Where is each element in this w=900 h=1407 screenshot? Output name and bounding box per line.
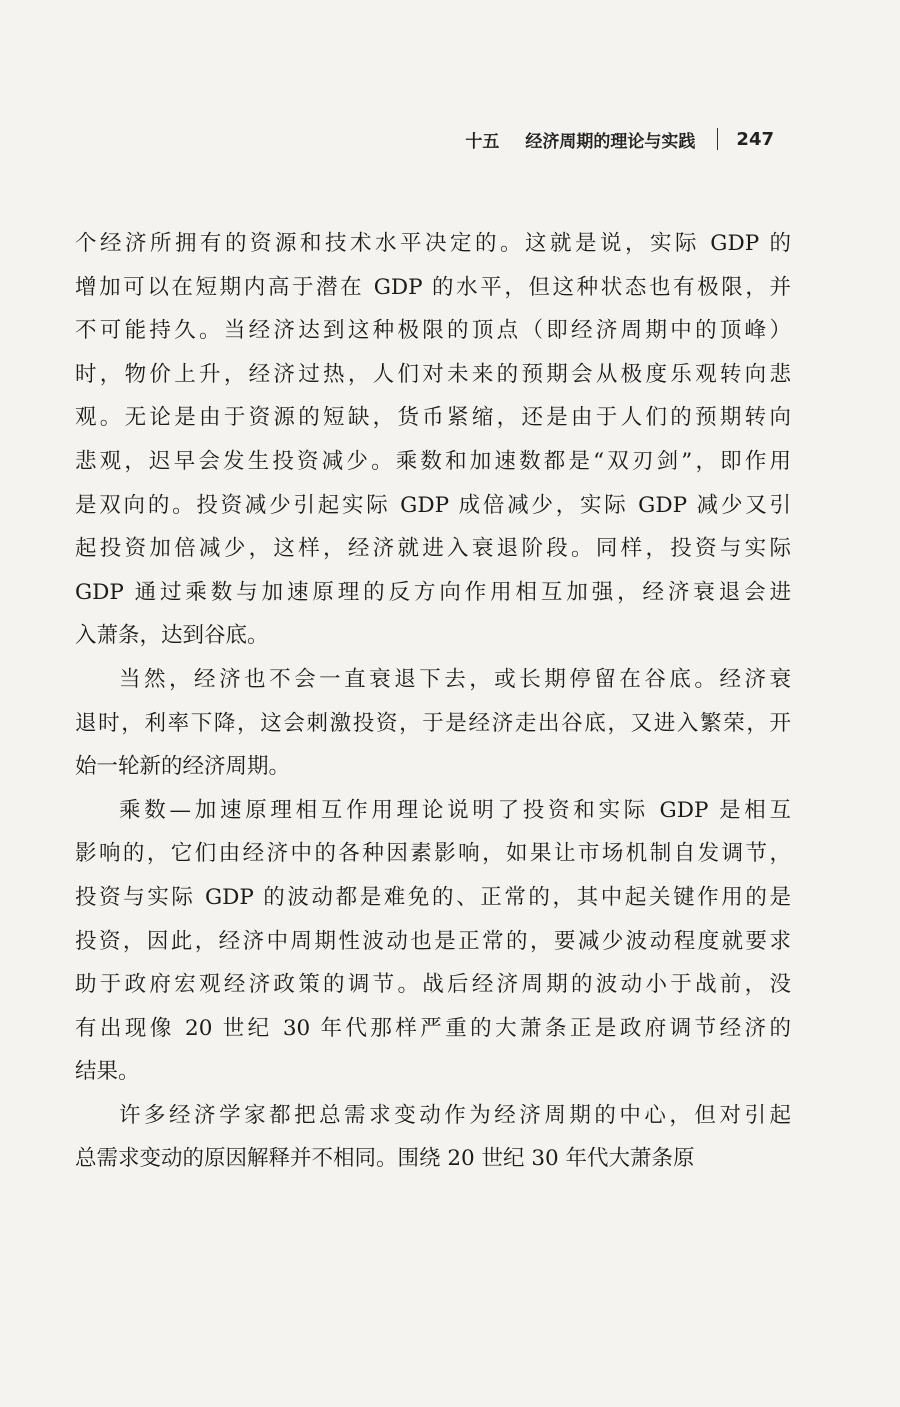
text-line: 时，物价上升，经济过热，人们对未来的预期会从极度乐观转向悲 [75, 361, 791, 387]
text-line: 是双向的。投资减少引起实际 GDP 成倍减少，实际 GDP 减少又引 [75, 492, 791, 518]
text-line: 有出现像 20 世纪 30 年代那样严重的大萧条正是政府调节经济的 [75, 1015, 791, 1041]
text-line: 乘数—加速原理相互作用理论说明了投资和实际 GDP 是相互 [119, 797, 791, 823]
text-line: GDP 通过乘数与加速原理的反方向作用相互加强，经济衰退会进 [75, 579, 791, 605]
paragraph [75, 222, 791, 658]
text-line: 个经济所拥有的资源和技术水平决定的。这就是说，实际 GDP 的 [75, 231, 791, 256]
chapter-number: 十五 [465, 131, 500, 152]
text-line: 增加可以在短期内高于潜在 GDP 的水平，但这种状态也有极限，并 [75, 274, 791, 300]
text-line: 投资与实际 GDP 的波动都是难免的、正常的，其中起关键作用的是 [75, 884, 791, 910]
text-line: 总需求变动的原因解释并不相同。围绕 20 世纪 30 年代大萧条原 [75, 1146, 695, 1172]
text-line: 不可能持久。当经济达到这种极限的顶点（即经济周期中的顶峰） [75, 318, 791, 344]
text-line: 投资，因此，经济中周期性波动也是正常的，要减少波动程度就要求 [75, 928, 791, 954]
chapter-title: 经济周期的理论与实践 [525, 131, 696, 152]
body-text [75, 222, 791, 1181]
text-line: 观。无论是由于资源的短缺，货币紧缩，还是由于人们的预期转向 [75, 405, 791, 431]
text-line: 当然，经济也不会一直衰退下去，或长期停留在谷底。经济衰 [119, 666, 791, 692]
text-line: 退时，利率下降，这会刺激投资，于是经济走出谷底，又进入繁荣，开 [75, 710, 791, 736]
text-line: 助于政府宏观经济政策的调节。战后经济周期的波动小于战前，没 [75, 972, 791, 998]
paragraph [75, 789, 791, 1094]
text-line: 许多经济学家都把总需求变动作为经济周期的中心，但对引起 [119, 1102, 791, 1128]
text-line: 始一轮新的经济周期。 [75, 754, 291, 780]
text-line: 悲观，迟早会发生投资减少。乘数和加速数都是“双刃剑”，即作用 [75, 448, 791, 474]
text-line: 起投资加倍减少，这样，经济就进入衰退阶段。同样，投资与实际 [75, 536, 791, 562]
page-number: 247 [736, 128, 774, 150]
text-line: 影响的，它们由经济中的各种因素影响，如果让市场机制自发调节， [75, 841, 791, 867]
running-header [465, 126, 774, 152]
paragraph [75, 1094, 791, 1181]
paragraph [75, 658, 791, 789]
text-line: 入萧条，达到谷底。 [75, 623, 269, 649]
header-divider [717, 128, 718, 150]
text-line: 结果。 [75, 1059, 140, 1085]
